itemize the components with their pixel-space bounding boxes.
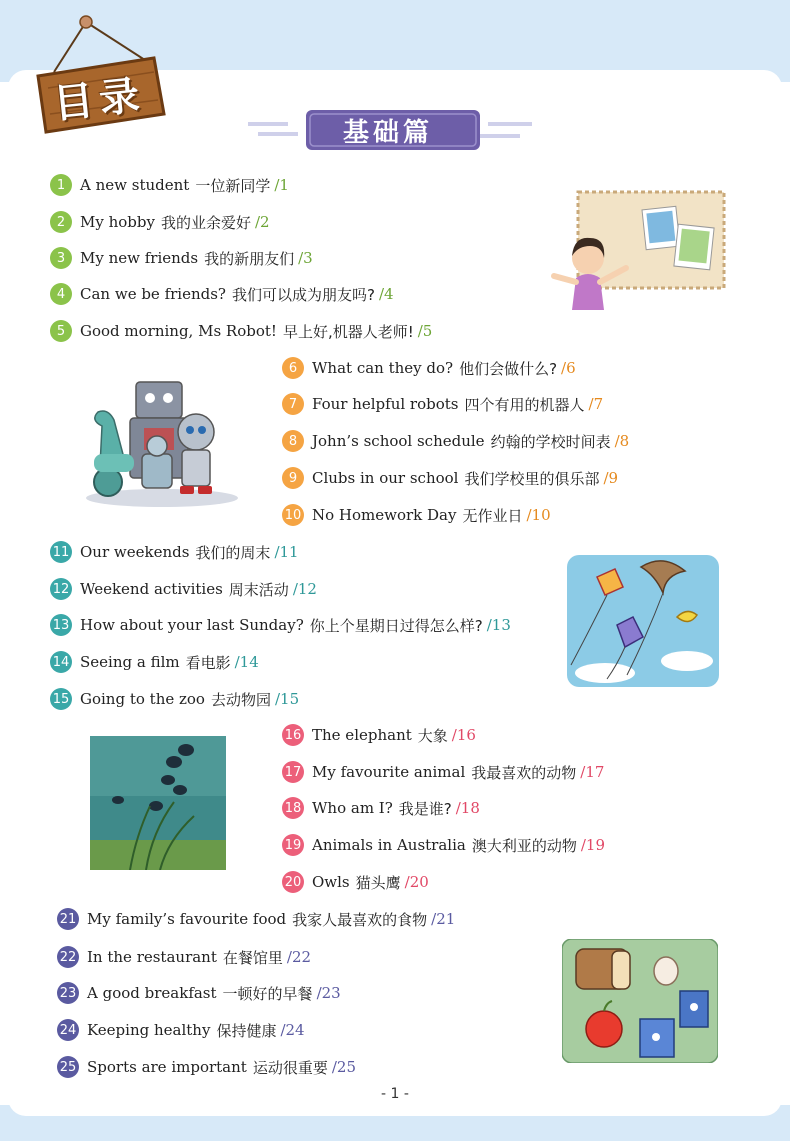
entry-title-zh: 周末活动 [228, 580, 289, 599]
entry-page: /21 [431, 910, 456, 928]
entry-title-en: Going to the zoo [80, 690, 205, 708]
toc-entry[interactable] [282, 465, 618, 491]
entry-title-zh: 早上好,机器人老师! [282, 322, 414, 341]
toc-entry[interactable] [282, 428, 629, 454]
entry-page: /23 [316, 984, 341, 1002]
entry-number-badge: 8 [282, 430, 304, 452]
tadpoles-illustration-icon [90, 736, 226, 870]
entry-title-en: My family’s favourite food [87, 910, 287, 928]
entry-page: /2 [255, 213, 270, 231]
toc-entry[interactable] [50, 245, 313, 271]
entry-title-zh: 我家人最喜欢的食物 [292, 910, 428, 929]
entry-page: /22 [286, 948, 312, 966]
entry-title-en: A new student [80, 176, 190, 194]
entry-page: /8 [614, 432, 630, 450]
entry-page: /7 [588, 395, 604, 413]
entry-title-en: Who am I? [312, 799, 393, 817]
toc-entry[interactable] [282, 391, 603, 417]
breakfast-food-illustration-icon [562, 939, 718, 1063]
entry-title-zh: 去动物园 [210, 690, 271, 709]
entry-title-en: What can they do? [312, 359, 454, 377]
entry-title-zh: 我们的周末 [195, 543, 271, 562]
entry-title-zh: 他们会做什么? [459, 359, 558, 378]
entry-title-en: How about your last Sunday? [80, 616, 304, 634]
entry-number-badge: 11 [50, 541, 72, 563]
entry-page: /25 [331, 1058, 356, 1076]
toc-entry[interactable] [50, 576, 317, 602]
entry-page: /6 [561, 359, 576, 377]
entry-title-en: Clubs in our school [312, 469, 459, 487]
entry-title-en: No Homework Day [312, 506, 457, 524]
entry-title-zh: 运动很重要 [252, 1058, 328, 1077]
entry-title-zh: 一位新同学 [195, 176, 271, 195]
girl-postcard-illustration-icon [550, 186, 730, 310]
entry-number-badge: 6 [282, 357, 304, 379]
entry-title-zh: 我们学校里的俱乐部 [464, 469, 600, 488]
entry-title-zh: 我们可以成为朋友吗? [231, 285, 375, 304]
toc-entry[interactable] [50, 318, 432, 344]
entry-title-en: My new friends [80, 249, 199, 267]
robots-illustration-icon [72, 362, 242, 508]
entry-number-badge: 19 [282, 834, 304, 856]
entry-number-badge: 25 [57, 1056, 79, 1078]
toc-entry[interactable] [282, 722, 476, 748]
toc-entry[interactable] [282, 502, 551, 528]
entry-title-en: The elephant [312, 726, 412, 744]
entry-number-badge: 16 [282, 724, 304, 746]
entry-title-zh: 一顿好的早餐 [222, 984, 313, 1003]
toc-entry[interactable] [282, 795, 480, 821]
entry-number-badge: 18 [282, 797, 304, 819]
entry-page: /20 [404, 873, 429, 891]
entry-title-zh: 大象 [417, 726, 448, 745]
toc-entry[interactable] [50, 539, 299, 565]
entry-number-badge: 12 [50, 578, 72, 600]
entry-title-en: Owls [312, 873, 350, 891]
entry-title-zh: 保持健康 [216, 1021, 277, 1040]
entry-number-badge: 14 [50, 651, 72, 673]
toc-entry[interactable] [57, 906, 455, 932]
entry-title-en: A good breakfast [87, 984, 217, 1002]
entry-page: /13 [486, 616, 511, 634]
entry-number-badge: 23 [57, 982, 79, 1004]
entry-number-badge: 17 [282, 761, 304, 783]
sign-title: 目录 [51, 72, 148, 128]
toc-entry[interactable] [57, 1017, 305, 1043]
entry-number-badge: 2 [50, 211, 72, 233]
toc-entry[interactable] [282, 759, 604, 785]
entry-title-zh: 我是谁? [398, 799, 452, 818]
entry-page: /14 [234, 653, 259, 671]
entry-page: /16 [451, 726, 476, 744]
entry-title-zh: 猫头鹰 [355, 873, 401, 892]
entry-title-en: Weekend activities [80, 580, 223, 598]
entry-page: /12 [292, 580, 317, 598]
entry-page: /4 [378, 285, 394, 303]
entry-page: /15 [274, 690, 300, 708]
entry-page: /11 [274, 543, 299, 561]
entry-page: /3 [298, 249, 313, 267]
entry-number-badge: 13 [50, 614, 72, 636]
entry-number-badge: 15 [50, 688, 72, 710]
entry-title-zh: 在餐馆里 [222, 948, 283, 967]
toc-entry[interactable] [50, 172, 289, 198]
toc-entry[interactable] [50, 612, 511, 638]
page-number: - 1 - [381, 1086, 409, 1102]
entry-title-zh: 约翰的学校时间表 [490, 432, 611, 451]
entry-title-zh: 我的业余爱好 [160, 213, 251, 232]
entry-number-badge: 22 [57, 946, 79, 968]
entry-title-zh: 看电影 [185, 653, 231, 672]
entry-title-en: My hobby [80, 213, 155, 231]
toc-entry[interactable] [50, 209, 270, 235]
toc-entry[interactable] [57, 1054, 356, 1080]
entry-title-en: Can we be friends? [80, 285, 226, 303]
entry-title-zh: 我的新朋友们 [204, 249, 295, 268]
section-title: 基础篇 [342, 118, 433, 148]
entry-title-en: In the restaurant [87, 948, 217, 966]
entry-page: /19 [580, 836, 605, 854]
toc-entry[interactable] [50, 649, 259, 675]
entry-title-en: Good morning, Ms Robot! [80, 322, 277, 340]
entry-title-en: Four helpful robots [312, 395, 459, 413]
entry-title-en: My favourite animal [312, 763, 466, 781]
entry-number-badge: 21 [57, 908, 79, 930]
entry-page: /1 [274, 176, 289, 194]
kites-illustration-icon [567, 555, 719, 687]
entry-number-badge: 20 [282, 871, 304, 893]
entry-title-en: Seeing a film [80, 653, 180, 671]
entry-title-zh: 我最喜欢的动物 [471, 763, 577, 782]
entry-title-zh: 你上个星期日过得怎么样? [309, 616, 483, 635]
entry-page: /17 [580, 763, 605, 781]
entry-number-badge: 5 [50, 320, 72, 342]
entry-title-en: Keeping healthy [87, 1021, 211, 1039]
entry-number-badge: 24 [57, 1019, 79, 1041]
entry-page: /24 [280, 1021, 305, 1039]
toc-entry[interactable] [50, 686, 299, 712]
entry-title-zh: 澳大利亚的动物 [471, 836, 577, 855]
toc-entry[interactable] [282, 355, 576, 381]
entry-page: /9 [603, 469, 619, 487]
toc-entry[interactable] [50, 281, 394, 307]
entry-number-badge: 1 [50, 174, 72, 196]
entry-title-en: Sports are important [87, 1058, 247, 1076]
entry-page: /18 [455, 799, 480, 817]
entry-title-zh: 无作业日 [462, 506, 523, 525]
toc-entry[interactable] [282, 869, 429, 895]
entry-page: /10 [526, 506, 551, 524]
entry-number-badge: 7 [282, 393, 304, 415]
entry-title-en: Animals in Australia [312, 836, 466, 854]
entry-title-en: John’s school schedule [312, 432, 485, 450]
toc-entry[interactable] [57, 980, 341, 1006]
toc-entry[interactable] [57, 944, 311, 970]
entry-number-badge: 9 [282, 467, 304, 489]
entry-number-badge: 3 [50, 247, 72, 269]
entry-number-badge: 4 [50, 283, 72, 305]
entry-title-en: Our weekends [80, 543, 190, 561]
toc-entry[interactable] [282, 832, 605, 858]
entry-number-badge: 10 [282, 504, 304, 526]
entry-title-zh: 四个有用的机器人 [464, 395, 585, 414]
entry-page: /5 [417, 322, 433, 340]
